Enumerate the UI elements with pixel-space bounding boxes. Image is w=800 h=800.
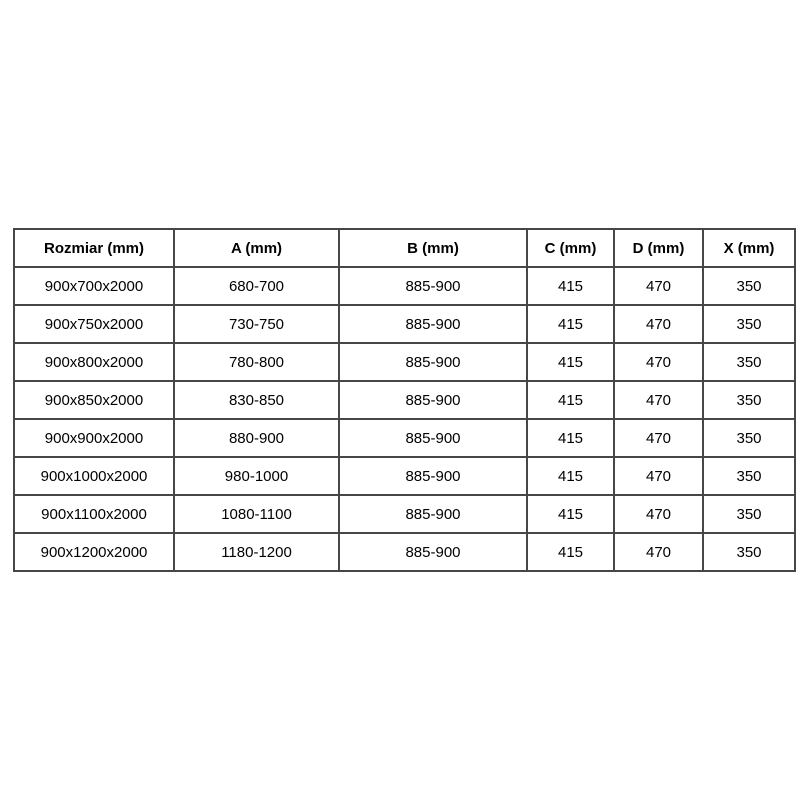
table-row [14,305,795,343]
table-row [14,457,795,495]
column-header: X (mm) [703,229,795,267]
table-cell: 350 [703,381,795,419]
table-cell: 350 [703,419,795,457]
column-header: C (mm) [527,229,614,267]
table-cell: 470 [614,305,703,343]
column-header: B (mm) [339,229,527,267]
table-cell: 900x1000x2000 [14,457,174,495]
header-row [14,229,795,267]
table-row [14,533,795,571]
table-cell: 1180-1200 [174,533,339,571]
table-cell: 900x800x2000 [14,343,174,381]
table-row [14,267,795,305]
table-cell: 350 [703,267,795,305]
table-row [14,343,795,381]
table-cell: 730-750 [174,305,339,343]
table-cell: 900x850x2000 [14,381,174,419]
table-cell: 830-850 [174,381,339,419]
table-cell: 470 [614,343,703,381]
table-cell: 885-900 [339,495,527,533]
table-cell: 900x1200x2000 [14,533,174,571]
table-cell: 900x900x2000 [14,419,174,457]
table-cell: 900x750x2000 [14,305,174,343]
table-cell: 900x700x2000 [14,267,174,305]
table-cell: 885-900 [339,305,527,343]
table-cell: 415 [527,495,614,533]
table-cell: 415 [527,381,614,419]
table-cell: 470 [614,533,703,571]
table-cell: 680-700 [174,267,339,305]
table-cell: 470 [614,495,703,533]
size-table-body [14,267,795,571]
table-cell: 350 [703,533,795,571]
table-cell: 980-1000 [174,457,339,495]
table-row [14,495,795,533]
table-cell: 350 [703,495,795,533]
size-table [13,228,796,572]
table-cell: 900x1100x2000 [14,495,174,533]
table-cell: 415 [527,457,614,495]
table-cell: 885-900 [339,267,527,305]
column-header: D (mm) [614,229,703,267]
table-cell: 415 [527,343,614,381]
size-table-head [14,229,795,267]
table-cell: 885-900 [339,419,527,457]
table-cell: 415 [527,419,614,457]
table-cell: 470 [614,267,703,305]
table-cell: 1080-1100 [174,495,339,533]
table-cell: 885-900 [339,533,527,571]
table-cell: 885-900 [339,381,527,419]
table-cell: 885-900 [339,457,527,495]
table-row [14,381,795,419]
table-cell: 415 [527,305,614,343]
table-cell: 470 [614,419,703,457]
table-cell: 885-900 [339,343,527,381]
table-cell: 415 [527,267,614,305]
table-cell: 780-800 [174,343,339,381]
table-cell: 350 [703,305,795,343]
table-cell: 470 [614,457,703,495]
table-cell: 350 [703,457,795,495]
column-header: Rozmiar (mm) [14,229,174,267]
table-cell: 880-900 [174,419,339,457]
column-header: A (mm) [174,229,339,267]
table-cell: 350 [703,343,795,381]
table-cell: 470 [614,381,703,419]
table-row [14,419,795,457]
table-cell: 415 [527,533,614,571]
